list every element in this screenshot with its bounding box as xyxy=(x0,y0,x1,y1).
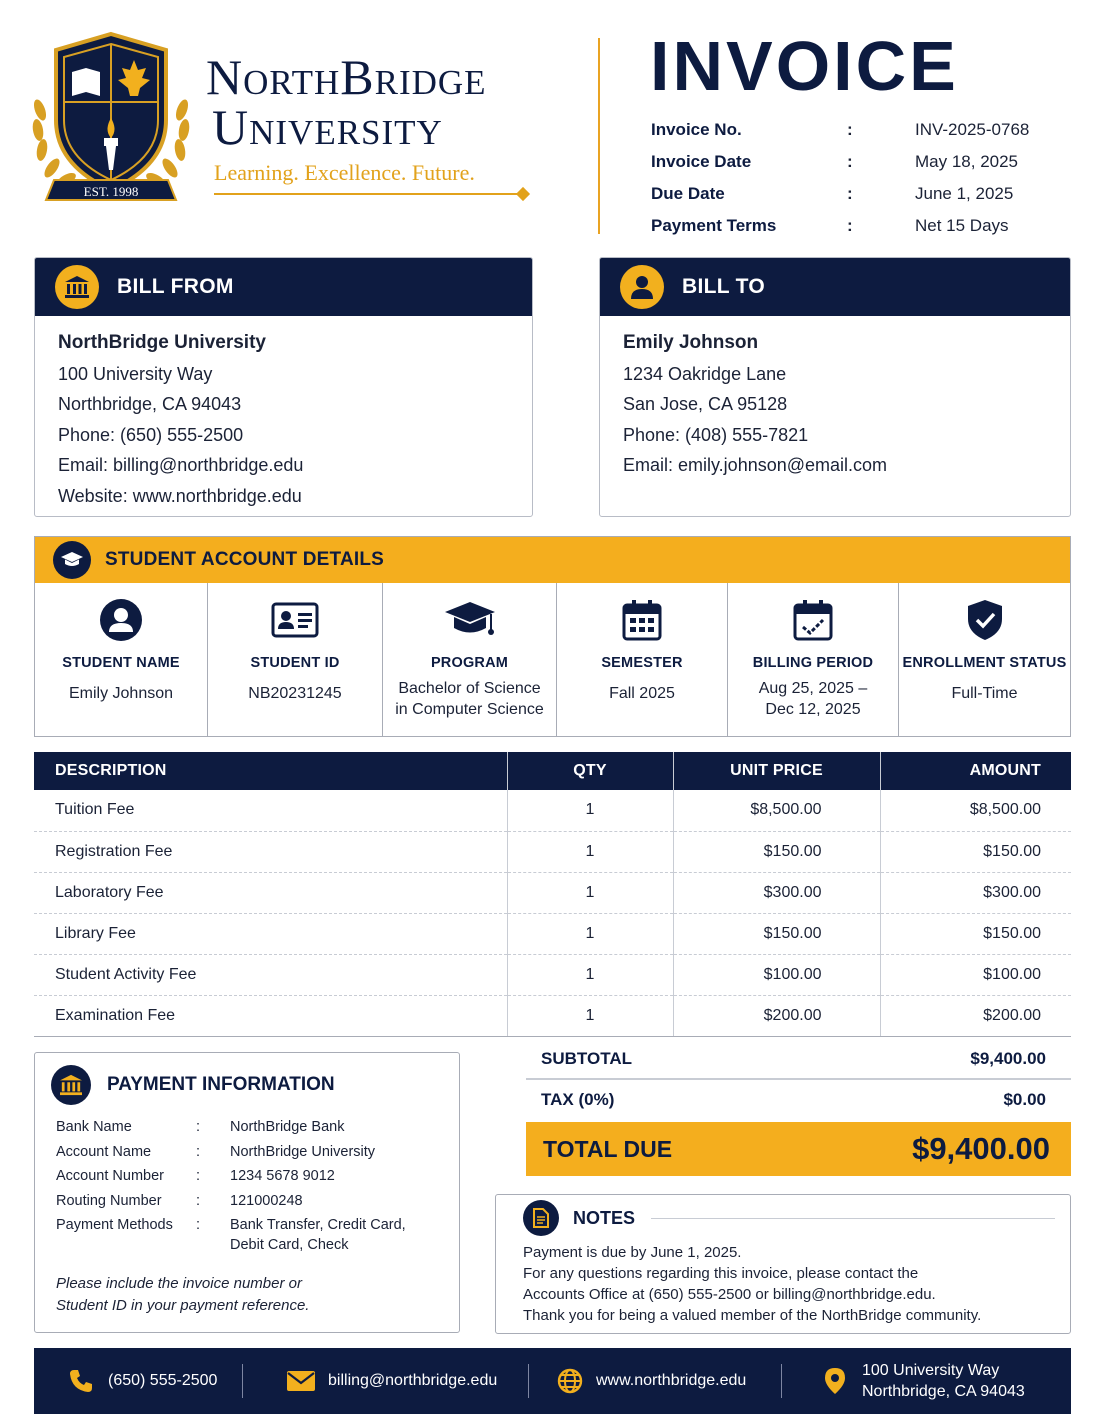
meta-label: Invoice No. xyxy=(651,120,742,139)
meta-row xyxy=(651,114,1071,146)
item-amount: $8,500.00 xyxy=(880,790,1071,831)
phone-icon xyxy=(68,1368,94,1394)
item-unit-price: $300.00 xyxy=(673,872,880,913)
payment-label: Account Number xyxy=(56,1168,164,1184)
table-row xyxy=(34,872,1071,913)
enrollment-status-value: Full-Time xyxy=(951,685,1018,702)
footer-address-line1: 100 University Way xyxy=(862,1362,1000,1379)
program-label: PROGRAM xyxy=(430,655,509,671)
billing-period-value: Aug 25, 2025 – Dec 12, 2025 xyxy=(758,680,868,718)
payment-row xyxy=(56,1189,459,1214)
bill-from-header xyxy=(35,258,532,316)
bank-icon xyxy=(55,265,99,309)
bill-from-line: Phone: (650) 555-2500 xyxy=(58,424,244,445)
meta-row xyxy=(651,210,1071,242)
enrollment-status-label: ENROLLMENT STATUS xyxy=(902,655,1067,671)
bill-to-title: BILL TO xyxy=(682,275,765,298)
crest-est: EST. 1998 xyxy=(83,184,139,199)
item-description: Library Fee xyxy=(34,913,507,954)
meta-label: Payment Terms xyxy=(651,216,777,235)
student-name-value: Emily Johnson xyxy=(68,685,174,702)
notes-line: For any questions regarding this invoice, please contact the xyxy=(523,1265,919,1282)
item-amount: $100.00 xyxy=(880,954,1071,995)
notes-title: NOTES xyxy=(573,1207,636,1228)
payment-info-box xyxy=(34,1052,460,1333)
item-unit-price: $200.00 xyxy=(673,995,880,1036)
meta-row xyxy=(651,178,1071,210)
col-amount: AMOUNT xyxy=(880,752,1071,790)
total-due-label: TOTAL DUE xyxy=(543,1135,673,1162)
payment-label: Bank Name xyxy=(56,1119,132,1135)
item-qty: 1 xyxy=(507,872,673,913)
bill-from-name: NorthBridge University xyxy=(58,332,266,353)
col-unit-price: UNIT PRICE xyxy=(673,752,880,790)
item-amount: $150.00 xyxy=(880,831,1071,872)
enrollment-status-cell xyxy=(899,583,1070,736)
payment-colon: : xyxy=(196,1192,201,1209)
footer-separator xyxy=(528,1364,529,1398)
bill-to-line: 1234 Oakridge Lane xyxy=(623,363,787,384)
document-icon xyxy=(523,1200,559,1236)
subtotal-value: $9,400.00 xyxy=(970,1049,1046,1068)
student-name-cell xyxy=(35,583,208,736)
meta-value: INV-2025-0768 xyxy=(915,120,1030,139)
location-pin-icon xyxy=(824,1367,846,1395)
footer-website-text: www.northbridge.edu xyxy=(596,1372,747,1389)
tax-label: TAX (0%) xyxy=(541,1090,615,1109)
item-qty: 1 xyxy=(507,913,673,954)
subtotal-row xyxy=(526,1040,1071,1080)
item-unit-price: $150.00 xyxy=(673,831,880,872)
table-row xyxy=(34,954,1071,995)
item-amount: $150.00 xyxy=(880,913,1071,954)
program-cell xyxy=(383,583,557,736)
item-description: Tuition Fee xyxy=(34,790,507,831)
item-unit-price: $150.00 xyxy=(673,913,880,954)
item-qty: 1 xyxy=(507,790,673,831)
meta-colon: : xyxy=(847,120,853,139)
student-account-header xyxy=(35,537,1070,583)
university-name-line2: University xyxy=(212,99,443,155)
invoice-title: INVOICE xyxy=(650,27,959,105)
footer-separator xyxy=(242,1364,243,1398)
payment-row xyxy=(56,1164,459,1189)
user-icon xyxy=(99,598,143,642)
col-qty: QTY xyxy=(507,752,673,790)
bill-to-line: Email: emily.johnson@email.com xyxy=(623,455,888,475)
header-divider xyxy=(598,38,600,234)
item-qty: 1 xyxy=(507,995,673,1036)
calendar-icon xyxy=(622,599,662,641)
student-account-title: STUDENT ACCOUNT DETAILS xyxy=(105,549,385,570)
meta-colon: : xyxy=(847,152,853,171)
totals-block xyxy=(526,1040,1071,1176)
item-description: Examination Fee xyxy=(34,995,507,1036)
tagline-rule xyxy=(214,193,524,195)
student-id-value: NB20231245 xyxy=(248,685,342,702)
meta-colon: : xyxy=(847,184,853,203)
table-row xyxy=(34,995,1071,1036)
bill-from-box xyxy=(34,257,533,517)
bank-icon xyxy=(51,1065,91,1105)
meta-value: May 18, 2025 xyxy=(915,152,1019,171)
bill-from-line: Website: www.northbridge.edu xyxy=(58,485,302,506)
footer-email[interactable] xyxy=(287,1371,528,1391)
semester-cell xyxy=(557,583,728,736)
meta-label: Due Date xyxy=(651,184,725,203)
student-account-section xyxy=(34,536,1071,737)
subtotal-label: SUBTOTAL xyxy=(541,1049,632,1068)
bill-from-title: BILL FROM xyxy=(117,275,234,298)
item-qty: 1 xyxy=(507,954,673,995)
payment-row xyxy=(56,1215,459,1255)
semester-label: SEMESTER xyxy=(601,655,683,671)
footer-phone-text: (650) 555-2500 xyxy=(108,1372,218,1389)
total-due-value: $9,400.00 xyxy=(912,1131,1050,1166)
tax-row xyxy=(526,1080,1071,1120)
university-logo xyxy=(26,30,586,220)
payment-label: Payment Methods xyxy=(56,1217,173,1233)
billing-period-label: BILLING PERIOD xyxy=(752,655,874,671)
payment-value: NorthBridge Bank xyxy=(230,1119,345,1135)
footer-address-line2: Northbridge, CA 94043 xyxy=(862,1383,1025,1400)
payment-note: Please include the invoice number or Student ID in your payment reference. xyxy=(56,1275,310,1314)
footer-website[interactable] xyxy=(557,1368,781,1394)
notes-line: Accounts Office at (650) 555-2500 or billing@northbridge.edu. xyxy=(523,1286,936,1303)
tagline-diamond xyxy=(516,187,530,201)
table-row xyxy=(34,913,1071,954)
meta-value: Net 15 Days xyxy=(915,216,1009,235)
bill-from-line: Email: billing@northbridge.edu xyxy=(58,455,304,475)
payment-value: Bank Transfer, Credit Card, Debit Card, Check xyxy=(230,1217,406,1253)
mail-icon xyxy=(287,1371,315,1391)
table-row xyxy=(34,831,1071,872)
user-icon xyxy=(620,265,664,309)
crest-icon xyxy=(26,30,196,210)
total-due-row xyxy=(526,1122,1071,1176)
tax-value: $0.00 xyxy=(1003,1090,1046,1109)
item-amount: $200.00 xyxy=(880,995,1071,1036)
payment-label: Routing Number xyxy=(56,1192,162,1209)
graduation-cap-icon xyxy=(443,599,497,641)
payment-row xyxy=(56,1140,459,1165)
payment-row xyxy=(56,1115,459,1140)
item-description: Registration Fee xyxy=(34,831,507,872)
meta-colon: : xyxy=(847,216,853,235)
footer-phone[interactable] xyxy=(68,1368,242,1394)
meta-label: Invoice Date xyxy=(651,152,752,171)
student-id-cell xyxy=(208,583,383,736)
payment-colon: : xyxy=(196,1143,201,1160)
item-qty: 1 xyxy=(507,831,673,872)
footer-email-text: billing@northbridge.edu xyxy=(328,1372,498,1389)
item-unit-price: $8,500.00 xyxy=(673,790,880,831)
bill-to-line: San Jose, CA 95128 xyxy=(623,394,788,414)
table-row xyxy=(34,790,1071,831)
bill-to-line: Phone: (408) 555-7821 xyxy=(623,424,809,445)
footer-address xyxy=(824,1360,1025,1402)
notes-rule xyxy=(651,1218,1055,1219)
meta-value: June 1, 2025 xyxy=(915,184,1014,203)
meta-row xyxy=(651,146,1071,178)
program-value: Bachelor of Science in Computer Science xyxy=(395,680,544,718)
graduation-cap-icon xyxy=(53,541,91,579)
payment-colon: : xyxy=(196,1217,201,1233)
globe-icon xyxy=(557,1368,583,1394)
shield-check-icon xyxy=(966,599,1004,641)
item-unit-price: $100.00 xyxy=(673,954,880,995)
calendar-check-icon xyxy=(793,599,833,641)
notes-line: Payment is due by June 1, 2025. xyxy=(523,1244,742,1261)
billing-period-cell xyxy=(728,583,899,736)
payment-label: Account Name xyxy=(56,1143,152,1160)
payment-info-title: PAYMENT INFORMATION xyxy=(107,1074,335,1095)
table-header-row xyxy=(34,752,1071,790)
bill-from-line: Northbridge, CA 94043 xyxy=(58,394,242,414)
payment-colon: : xyxy=(196,1168,201,1184)
fee-items-table xyxy=(34,752,1071,1037)
footer-separator xyxy=(781,1364,782,1398)
bill-to-box xyxy=(599,257,1071,517)
invoice-meta xyxy=(651,114,1071,242)
payment-value: 121000248 xyxy=(230,1192,303,1209)
student-id-label: STUDENT ID xyxy=(250,655,340,671)
student-name-label: STUDENT NAME xyxy=(62,655,180,671)
item-amount: $300.00 xyxy=(880,872,1071,913)
item-description: Student Activity Fee xyxy=(34,954,507,995)
item-description: Laboratory Fee xyxy=(34,872,507,913)
payment-value: NorthBridge University xyxy=(230,1143,376,1160)
bill-to-header xyxy=(600,258,1070,316)
footer-bar xyxy=(34,1348,1071,1414)
tagline: Learning. Excellence. Future. xyxy=(214,160,475,185)
col-description: DESCRIPTION xyxy=(34,752,507,790)
notes-line: Thank you for being a valued member of the NorthBridge community. xyxy=(523,1307,982,1324)
bill-from-line: 100 University Way xyxy=(58,363,213,384)
university-name-line1: NorthBridge xyxy=(206,49,487,105)
bill-to-name: Emily Johnson xyxy=(623,332,759,353)
payment-value: 1234 5678 9012 xyxy=(230,1168,335,1184)
notes-box xyxy=(495,1194,1071,1334)
id-card-icon xyxy=(271,602,319,638)
semester-value: Fall 2025 xyxy=(609,685,675,702)
payment-colon: : xyxy=(196,1119,201,1135)
